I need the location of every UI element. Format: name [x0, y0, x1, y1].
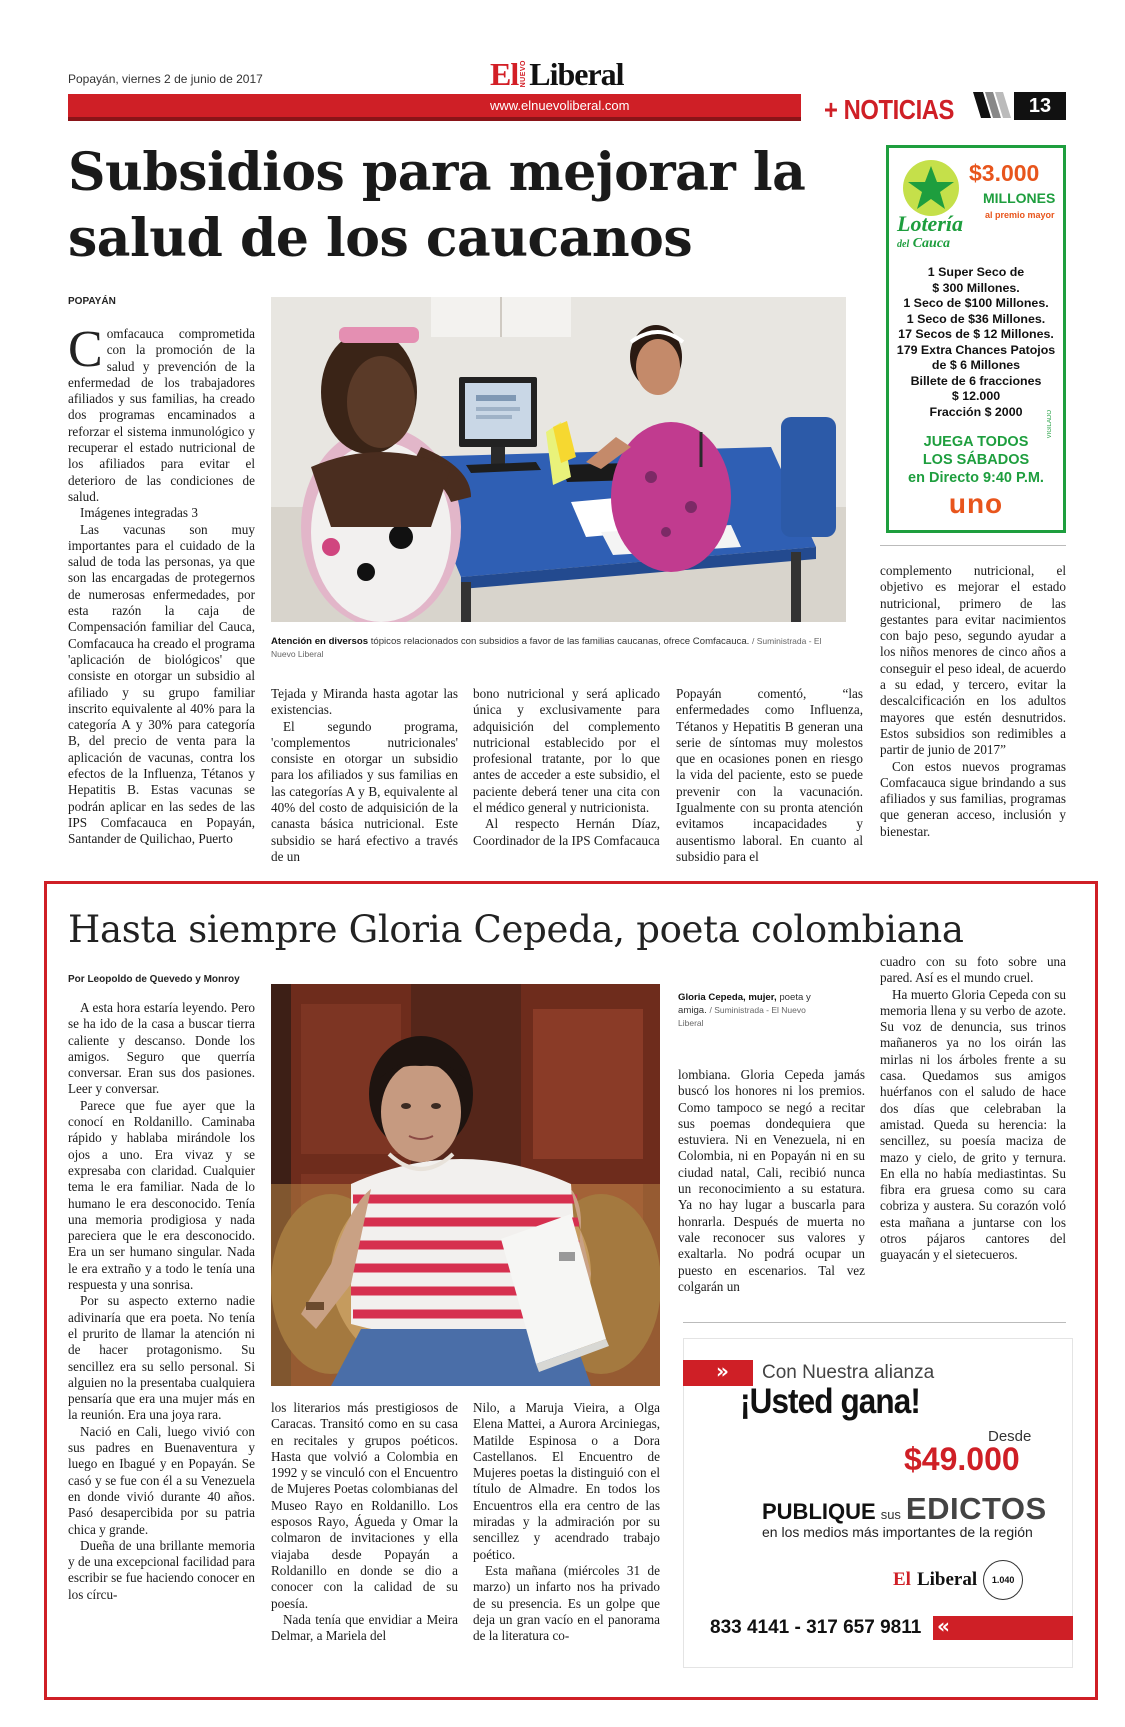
paragraph: Por su aspecto externo nadie adivinaría que era poeta. No tenía el prurito de llamar la atención ni de hacer protagonismo. Su sencillez era su sello personal. Si alguien no la presentaba cualquiera pensaría que era una mujer más en la reunión. Era una joya rara.: [68, 1293, 255, 1423]
logo-liberal: Liberal: [529, 56, 624, 92]
article2-headline: Hasta siempre Gloria Cepeda, poeta colombiana: [68, 908, 964, 951]
article1-headline: [68, 140, 808, 272]
lottery-header: [889, 148, 1063, 258]
lottery-millones: MILLONES: [983, 190, 1056, 206]
ad-headline: ¡Usted gana!: [740, 1382, 920, 1421]
edition-date: Popayán, viernes 2 de junio de 2017: [68, 72, 263, 86]
lottery-ad[interactable]: [886, 145, 1066, 533]
lottery-name: Lotería del Cauca: [897, 211, 963, 251]
clinic-photo: [271, 297, 846, 622]
newspaper-logo[interactable]: [490, 56, 624, 90]
article1-column-4: [676, 686, 863, 865]
ad-bottom-bar: [933, 1616, 1073, 1640]
lottery-schedule: JUEGA TODOS LOS SÁBADOS en Directo 9:40 P.M.: [908, 434, 1044, 486]
portrait-photo: [271, 984, 660, 1386]
headline-line-2: salud de los caucanos: [68, 208, 693, 269]
paragraph: Imágenes integradas 3: [80, 505, 198, 521]
lead-paragraph: Comfacauca comprometida con la promoción de la salud y prevención de la enfermedad de los trabajadores afiliados y sus familias, ha creado dos programas encaminados a reforzar el sistema inmunológico y recuperar el estado nutricional de los afiliados para evitar el deterioro de las condiciones de salud.: [68, 321, 255, 504]
paragraph: Nació en Cali, luego vivió con sus padres en Buenaventura y luego en Ibagué y en Popayán. Se casó y se fue con él a su Venezuela en donde vivió durante 40 años. Pasó desapercibida por su patria chica y grande.: [68, 1423, 255, 1537]
header-bar-shadow: [68, 117, 801, 121]
paragraph: Con estos nuevos programas Comfacauca sigue brindando a sus afiliados y sus familias, programas que generan acceso, inclusión y bienestar.: [880, 758, 1066, 839]
double-chevron-right-icon: »: [716, 1359, 729, 1383]
article1-column-2: [271, 686, 458, 865]
double-chevron-left-icon: «: [937, 1614, 950, 1638]
lottery-prizes: 1 Super Seco de $ 300 Millones. 1 Seco de $100 Millones. 1 Seco de $36 Millones. 17 Secos de $ 12 Millones. 179 Extra Chances Patojos de $ 6 Millones Billete de 6 fracciones $ 12.000 Fracción $ 2000: [896, 265, 1056, 419]
section-title: + NOTICIAS: [824, 94, 954, 125]
section-stripes-icon: [973, 88, 1013, 122]
paragraph: los literarios más prestigiosos de Caracas. Transitó como en su casa en recitales y grupos poéticos. Hasta que volvió a Colombia en 1992 y se vinculó con el Encuentro de Mujeres Poetas colombianas del Museo Rayo en Roldanillo. Los esposos Rayo, Águeda y Omar la colmaron de invitaciones y ella viajaba desde Popayán a Roldanillo en donde se dio a conocer con la calidad de su poesía.: [271, 1400, 458, 1611]
logo-nuevo: NUEVO: [520, 59, 528, 87]
website-url[interactable]: www.elnuevoliberal.com: [490, 98, 630, 113]
paragraph: Dueña de una brillante memoria y de una excepcional facilidad para escribir se fue haciendo conocer en los círcu-: [68, 1537, 255, 1602]
lottery-amount: $3.000: [969, 160, 1040, 186]
article2-column-1: [68, 1000, 255, 1603]
ad-price: $49.000: [904, 1441, 1020, 1477]
paragraph: Ha muerto Gloria Cepeda con su memoria llena y su verbo de azote. Su voz de denuncia, sus trinos mañaneros ya no los oirán las mirlas ni los árboles frente a su casa. Quedamos sus amigos huérfanos con el saludo de hace dos días que celebraban la amistad. Queda su herencia: la sencillez, su poesía maciza de mazo y cielo, de grito y ternura. En ella no había mediastintas. Su fibra era gruesa como su cara cobriza y austera. Su corazón voló esta mañana a juntarse con los otros pájaros cantores del guayacán y el sietecueros.: [880, 986, 1066, 1263]
article2-column-5: [880, 954, 1066, 1264]
dropcap: C: [68, 321, 103, 378]
article1-column-5: [880, 563, 1066, 840]
star-icon: [901, 158, 961, 218]
paragraph: complemento nutricional, el objetivo es mejorar el estado nutricional, primero de las gestantes para evitar nacimientos con bajo peso, segundo ayudar a los niños menores de cinco años a conseguir el peso ideal, de acuerdo a su edad, y tercero, evitar la descalcificación en los adultos mayores que estén desnutridos. Estos subsidios son redimibles a partir de junio de 2017”: [880, 563, 1066, 758]
paragraph: cuadro con su foto sobre una pared. Así es el mundo cruel.: [880, 954, 1066, 986]
paragraph: Al respecto Hernán Díaz, Coordinador de la IPS Comfacauca: [473, 816, 660, 848]
page-number: 13: [1014, 92, 1066, 120]
article1-dateline: POPAYÁN: [68, 296, 116, 307]
article2-column-3: [473, 1400, 660, 1644]
channel-logo: uno: [948, 488, 1004, 519]
headline-line-1: Subsidios para mejorar la: [68, 142, 806, 203]
paragraph: Tejada y Miranda hasta agotar las existencias.: [271, 686, 458, 718]
article1-column-3: [473, 686, 660, 849]
article2-column-2: [271, 1400, 458, 1644]
column-divider: [880, 545, 1066, 546]
ad-desde: Desde: [988, 1428, 1032, 1445]
photo2-caption: Gloria Cepeda, mujer, poeta y amiga. / Suministrada - El Nuevo Liberal: [678, 992, 811, 1028]
ad-alliance-text: Con Nuestra alianza: [762, 1362, 935, 1383]
logo-el: El: [490, 56, 519, 92]
ad-phones[interactable]: 833 4141 - 317 657 9811: [710, 1617, 922, 1638]
ad-medios: en los medios más importantes de la región: [762, 1524, 1033, 1540]
paragraph: El segundo programa, 'complementos nutricionales' consiste en otorgar un subsidio para los afiliados y sus familias en las categorías A y B, equivalente al 40% del costo de adquisición de la canasta básica nutricional. Este subsidio se hará efectivo a través de un: [271, 718, 458, 864]
article2-column-4: [678, 1067, 865, 1295]
ad-divider: [683, 1322, 1066, 1323]
paragraph: A esta hora estaría leyendo. Pero se ha ido de la casa a buscar tierra caliente y descanso. Donde los amigos. Seguro que querría conversar. Eran sus dos pasiones. Leer y conversar.: [68, 1000, 255, 1097]
paragraph: lombiana. Gloria Cepeda jamás buscó los honores ni los premios. Como tampoco se negó a recitar sus poemas dondequiera que estuviera. Ni en Venezuela, ni en Colombia, ni en Popayán ni en su ciudad natal, Cali, recibió nunca un reconocimiento a su estatura. Ya no hay lugar a buscarla para honrarla. Después de muerta no vale reconocer sus valores y exaltarla. No podrá ocupar un puesto en escenarios. Tal vez colgarán un: [678, 1067, 865, 1294]
vigilado-seal: VIGILADO: [1047, 410, 1053, 439]
radio-logo: 1.040: [983, 1560, 1023, 1600]
photo1-caption: Atención en diversos tópicos relacionados con subsidios a favor de las familias caucanas, ofrece Comfacauca. / Suministrada - El Nuevo Liberal: [271, 636, 822, 659]
paragraph: bono nutricional y será aplicado única y exclusivamente para adquisición del complemento nutricional establecido por el profesional tratante, por lo que antes de acceder a este subsidio, el paciente deberá tener una cita con el médico general y nutricionista.: [473, 686, 660, 816]
paragraph: Esta mañana (miércoles 31 de marzo) un infarto nos ha privado de su presencia. Es un golpe que deja un gran vacío en el panorama de la literatura co-: [473, 1562, 660, 1644]
article1-column-1: [68, 321, 255, 848]
paragraph: Las vacunas son muy importantes para el cuidado de la salud de toda las personas, ya que son las encargadas de protegernos de numerosas enfermedades, por esta razón la caja de Compensación familiar del Cauca, Comfacauca ha creado el programa 'aplicación de biológicos' que consiste en otorgar un subsidio al afiliado y su grupo familiar inscrito equivalente al 40% para la categoría A y 30% para categoría B, del precio de venta para la aplicación de vacunas, contra los efectos de la Influenza, Tétanos y Hepatitis B. Estas vacunas se podrán aplicar en las sedes de las IPS Comfacauca en Popayán, Santander de Quilichao, Puerto: [68, 521, 255, 847]
article2-byline: Por Leopoldo de Quevedo y Monroy: [68, 974, 240, 985]
paragraph: Popayán comentó, “las enfermedades como Influenza, Tétanos y Hepatitis B generan una serie de síntomas muy molestos que en ocasiones ponen en riesgo la vida del paciente, esto se puede prevenir con la vacunación. Igualmente con su pronta atención evitamos incapacidades y ausentismo laboral. En cuanto al subsidio para el: [676, 686, 863, 864]
paragraph: Parece que fue ayer que la conocí en Roldanillo. Caminaba rápido y hablaba mirándole los ojos a uno. Era vivaz y se expresaba con claridad. Cualquier tema le era familiar. Nada de lo humano le era desconocido. Tenía una memoria prodigiosa y nada pareciera que le era desconocido. Era un ser humano singular. Nada le era extraño y a todo le tenía una respuesta y una sonrisa.: [68, 1097, 255, 1293]
ad-publique: PUBLIQUE sus EDICTOS: [762, 1491, 1047, 1526]
paragraph: Nada tenía que envidiar a Meira Delmar, a Mariela del: [271, 1611, 458, 1644]
lottery-premio: al premio mayor: [985, 210, 1055, 220]
ad-logo: El Liberal 1.040: [893, 1560, 1023, 1600]
paragraph: Nilo, a Maruja Vieira, a Olga Elena Mattei, a Aurora Arciniegas, Matilde Espinosa o a Dora Castellanos. El Encuentro de Mujeres poetas la distinguió con el título de Almadre. En todos los Encuentros ella era centro de las miradas y la admiración por su sencillez y acendrado trabajo poético.: [473, 1400, 660, 1562]
